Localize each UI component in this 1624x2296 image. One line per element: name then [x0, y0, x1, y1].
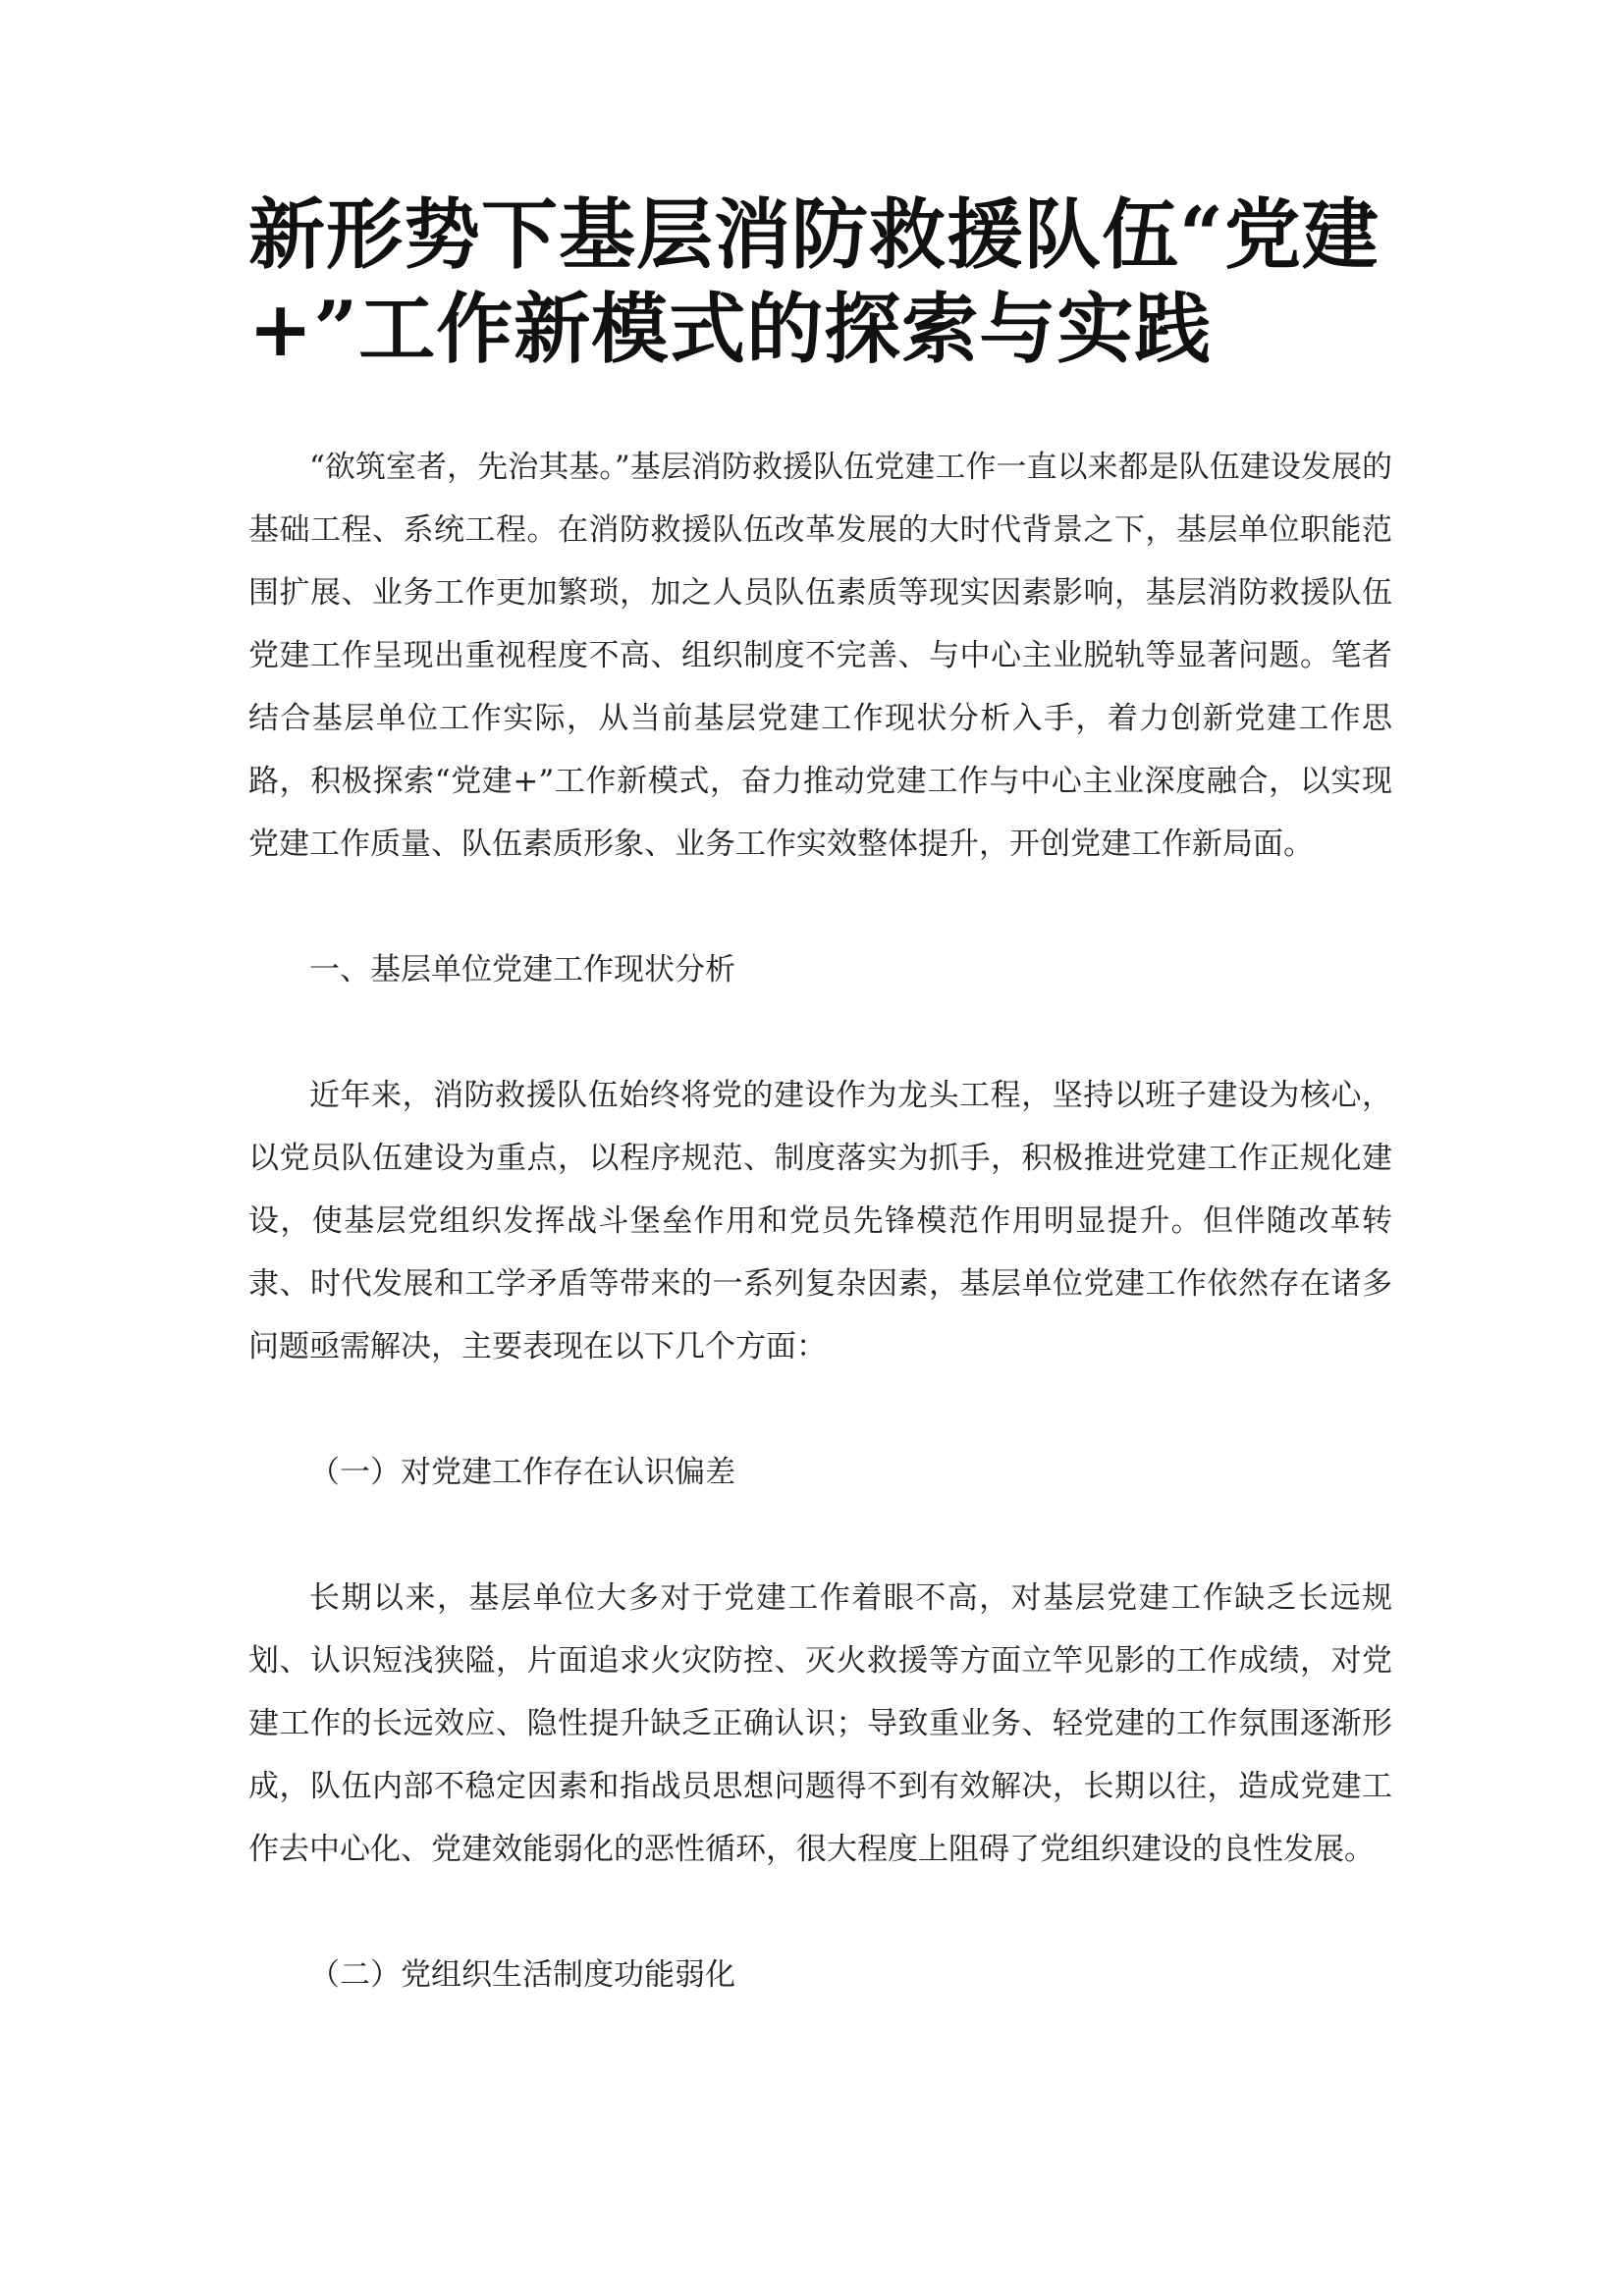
subsection-1-paragraph: 长期以来，基层单位大多对于党建工作着眼不高，对基层党建工作缺乏长远规划、认识短浅狭隘，片面追求火灾防控、灭火救援等方面立竿见影的工作成绩，对党建工作的长远效应、隐性提升缺乏正确认识；导致重业务、轻党建的工作氛围逐渐形成，队伍内部不稳定因素和指战员思想问题得不到有效解决，长期以往，造成党建工作去中心化、党建效能弱化的恶性循环，很大程度上阻碍了党组织建设的良性发展。 — [248, 1580, 1392, 1867]
spacer — [248, 1504, 1392, 1567]
spacer — [248, 1001, 1392, 1064]
spacer — [248, 876, 1392, 938]
section-heading-1: 一、基层单位党建工作现状分析 — [309, 952, 735, 988]
title-line-1: 新形势下基层消防救援队伍“党建 — [248, 190, 1380, 280]
subsection-heading-1: （一）对党建工作存在认识偏差 — [309, 1455, 735, 1490]
subsection-heading-2: （二）党组织生活制度功能弱化 — [309, 1957, 735, 1993]
spacer — [248, 1881, 1392, 1944]
spacer — [248, 377, 1392, 436]
document-body — [248, 188, 1392, 2006]
document-title — [248, 188, 1392, 377]
title-line-2: +”工作新模式的探索与实践 — [248, 285, 1213, 374]
intro-paragraph: “欲筑室者，先治其基。”基层消防救援队伍党建工作一直以来都是队伍建设发展的基础工程、系统工程。在消防救援队伍改革发展的大时代背景之下，基层单位职能范围扩展、业务工作更加繁琐，加之人员队伍素质等现实因素影响，基层消防救援队伍党建工作呈现出重视程度不高、组织制度不完善、与中心主业脱轨等显著问题。笔者结合基层单位工作实际，从当前基层党建工作现状分析入手，着力创新党建工作思路，积极探索“党建+”工作新模式，奋力推动党建工作与中心主业深度融合，以实现党建工作质量、队伍素质形象、业务工作实效整体提升，开创党建工作新局面。 — [248, 450, 1392, 862]
spacer — [248, 1378, 1392, 1441]
section-1-paragraph: 近年来，消防救援队伍始终将党的建设作为龙头工程，坚持以班子建设为核心，以党员队伍建设为重点，以程序规范、制度落实为抓手，积极推进党建工作正规化建设，使基层党组织发挥战斗堡垒作用和党员先锋模范作用明显提升。但伴随改革转隶、时代发展和工学矛盾等带来的一系列复杂因素，基层单位党建工作依然存在诸多问题亟需解决，主要表现在以下几个方面： — [248, 1078, 1392, 1364]
